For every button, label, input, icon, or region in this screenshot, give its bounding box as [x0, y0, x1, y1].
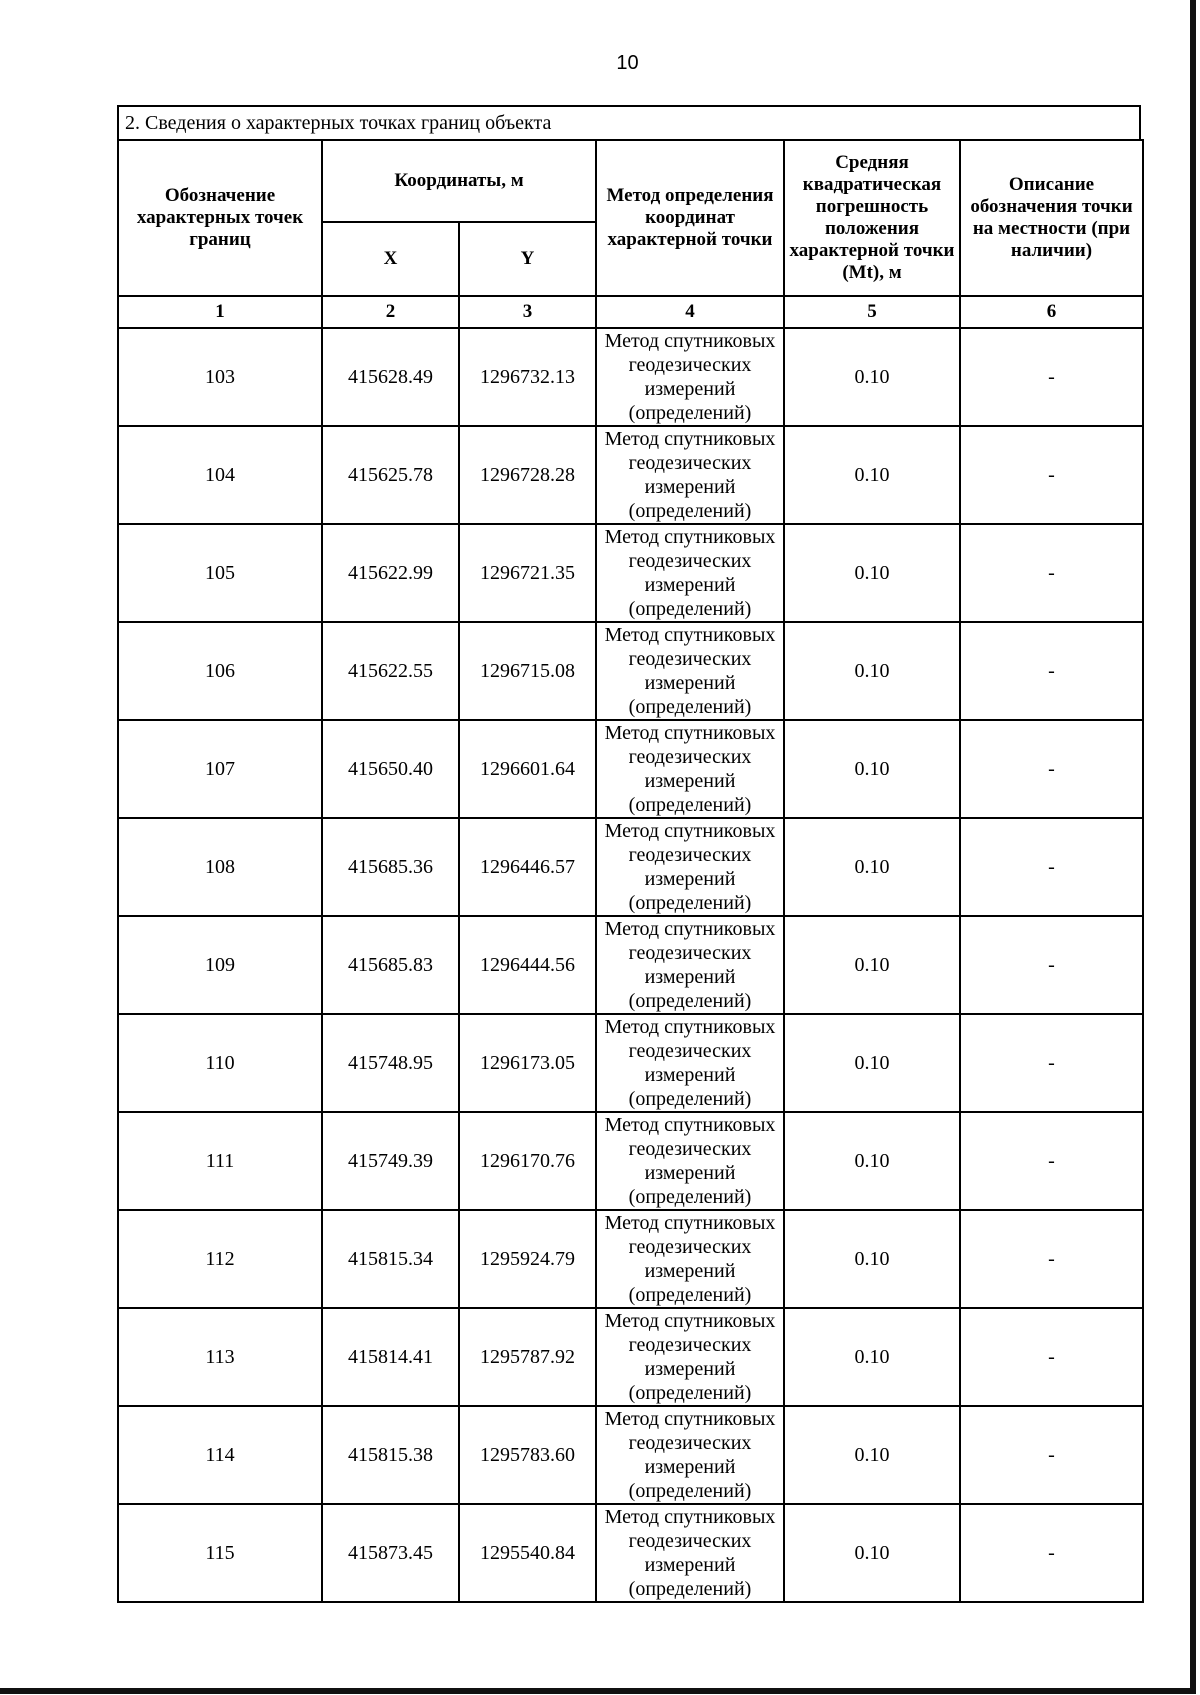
header-method: Метод определения координат характерной точки — [596, 140, 784, 296]
cell-error: 0.10 — [784, 1308, 960, 1406]
cell-point: 110 — [118, 1014, 322, 1112]
cell-x: 415628.49 — [322, 328, 459, 426]
cell-y: 1296715.08 — [459, 622, 596, 720]
cell-y: 1296173.05 — [459, 1014, 596, 1112]
cell-error: 0.10 — [784, 1112, 960, 1210]
cell-description: - — [960, 818, 1143, 916]
cell-point: 109 — [118, 916, 322, 1014]
cell-description: - — [960, 720, 1143, 818]
cell-method: Метод спутниковых геодезических измерений (определений) — [596, 328, 784, 426]
cell-error: 0.10 — [784, 1210, 960, 1308]
cell-point: 114 — [118, 1406, 322, 1504]
cell-x: 415815.38 — [322, 1406, 459, 1504]
cell-y: 1295787.92 — [459, 1308, 596, 1406]
cell-error: 0.10 — [784, 328, 960, 426]
cell-error: 0.10 — [784, 622, 960, 720]
cell-description: - — [960, 1308, 1143, 1406]
cell-description: - — [960, 1210, 1143, 1308]
cell-y: 1296446.57 — [459, 818, 596, 916]
cell-point: 111 — [118, 1112, 322, 1210]
cell-method: Метод спутниковых геодезических измерений (определений) — [596, 720, 784, 818]
column-number: 5 — [784, 296, 960, 328]
header-designation: Обозначение характерных точек границ — [118, 140, 322, 296]
cell-description: - — [960, 426, 1143, 524]
cell-method: Метод спутниковых геодезических измерений (определений) — [596, 426, 784, 524]
cell-y: 1295783.60 — [459, 1406, 596, 1504]
table-row — [118, 1210, 1143, 1308]
cell-method: Метод спутниковых геодезических измерений (определений) — [596, 1112, 784, 1210]
cell-y: 1296601.64 — [459, 720, 596, 818]
cell-method: Метод спутниковых геодезических измерений (определений) — [596, 1308, 784, 1406]
cell-description: - — [960, 1406, 1143, 1504]
page-number: 10 — [616, 52, 639, 74]
cell-point: 115 — [118, 1504, 322, 1602]
cell-description: - — [960, 1014, 1143, 1112]
table-row — [118, 1406, 1143, 1504]
cell-y: 1295540.84 — [459, 1504, 596, 1602]
cell-x: 415749.39 — [322, 1112, 459, 1210]
cell-y: 1296732.13 — [459, 328, 596, 426]
cell-description: - — [960, 524, 1143, 622]
cell-description: - — [960, 1504, 1143, 1602]
cell-y: 1296444.56 — [459, 916, 596, 1014]
cell-point: 105 — [118, 524, 322, 622]
section-title: 2. Сведения о характерных точках границ объекта — [117, 105, 1141, 139]
column-number: 3 — [459, 296, 596, 328]
cell-method: Метод спутниковых геодезических измерений (определений) — [596, 1504, 784, 1602]
cell-x: 415625.78 — [322, 426, 459, 524]
cell-y: 1296170.76 — [459, 1112, 596, 1210]
cell-error: 0.10 — [784, 1406, 960, 1504]
table-body — [118, 328, 1143, 1602]
cell-description: - — [960, 916, 1143, 1014]
cell-method: Метод спутниковых геодезических измерений (определений) — [596, 622, 784, 720]
table-row — [118, 1014, 1143, 1112]
header-y: Y — [459, 222, 596, 296]
cell-y: 1295924.79 — [459, 1210, 596, 1308]
cell-point: 106 — [118, 622, 322, 720]
table-row — [118, 1308, 1143, 1406]
table-row — [118, 916, 1143, 1014]
cell-error: 0.10 — [784, 524, 960, 622]
header-coordinates: Координаты, м — [322, 140, 596, 222]
cell-description: - — [960, 622, 1143, 720]
cell-y: 1296728.28 — [459, 426, 596, 524]
table-row — [118, 720, 1143, 818]
header-x: X — [322, 222, 459, 296]
cell-point: 112 — [118, 1210, 322, 1308]
cell-error: 0.10 — [784, 818, 960, 916]
cell-error: 0.10 — [784, 1014, 960, 1112]
cell-point: 104 — [118, 426, 322, 524]
cell-x: 415815.34 — [322, 1210, 459, 1308]
cell-y: 1296721.35 — [459, 524, 596, 622]
cell-x: 415685.83 — [322, 916, 459, 1014]
table-row — [118, 622, 1143, 720]
cell-error: 0.10 — [784, 426, 960, 524]
column-number: 2 — [322, 296, 459, 328]
column-number: 6 — [960, 296, 1143, 328]
cell-point: 107 — [118, 720, 322, 818]
cell-x: 415814.41 — [322, 1308, 459, 1406]
table-header — [118, 140, 1143, 328]
cell-point: 108 — [118, 818, 322, 916]
cell-error: 0.10 — [784, 720, 960, 818]
cell-x: 415622.99 — [322, 524, 459, 622]
cell-point: 113 — [118, 1308, 322, 1406]
table-row — [118, 1504, 1143, 1602]
table-row — [118, 426, 1143, 524]
header-description: Описание обозначения точки на местности (при наличии) — [960, 140, 1143, 296]
cell-point: 103 — [118, 328, 322, 426]
cell-method: Метод спутниковых геодезических измерений (определений) — [596, 818, 784, 916]
cell-x: 415873.45 — [322, 1504, 459, 1602]
cell-x: 415622.55 — [322, 622, 459, 720]
cell-method: Метод спутниковых геодезических измерений (определений) — [596, 1014, 784, 1112]
header-error: Средняя квадратическая погрешность положения характерной точки (Mt), м — [784, 140, 960, 296]
column-number-row — [118, 296, 1143, 328]
table-row — [118, 524, 1143, 622]
cell-x: 415685.36 — [322, 818, 459, 916]
cell-error: 0.10 — [784, 1504, 960, 1602]
cell-method: Метод спутниковых геодезических измерений (определений) — [596, 1210, 784, 1308]
cell-error: 0.10 — [784, 916, 960, 1014]
table-row — [118, 1112, 1143, 1210]
cell-x: 415650.40 — [322, 720, 459, 818]
cell-method: Метод спутниковых геодезических измерений (определений) — [596, 916, 784, 1014]
cell-x: 415748.95 — [322, 1014, 459, 1112]
boundary-points-table — [117, 139, 1144, 1603]
cell-description: - — [960, 328, 1143, 426]
table-row — [118, 328, 1143, 426]
cell-description: - — [960, 1112, 1143, 1210]
column-number: 1 — [118, 296, 322, 328]
cell-method: Метод спутниковых геодезических измерений (определений) — [596, 524, 784, 622]
column-number: 4 — [596, 296, 784, 328]
table-row — [118, 818, 1143, 916]
cell-method: Метод спутниковых геодезических измерений (определений) — [596, 1406, 784, 1504]
